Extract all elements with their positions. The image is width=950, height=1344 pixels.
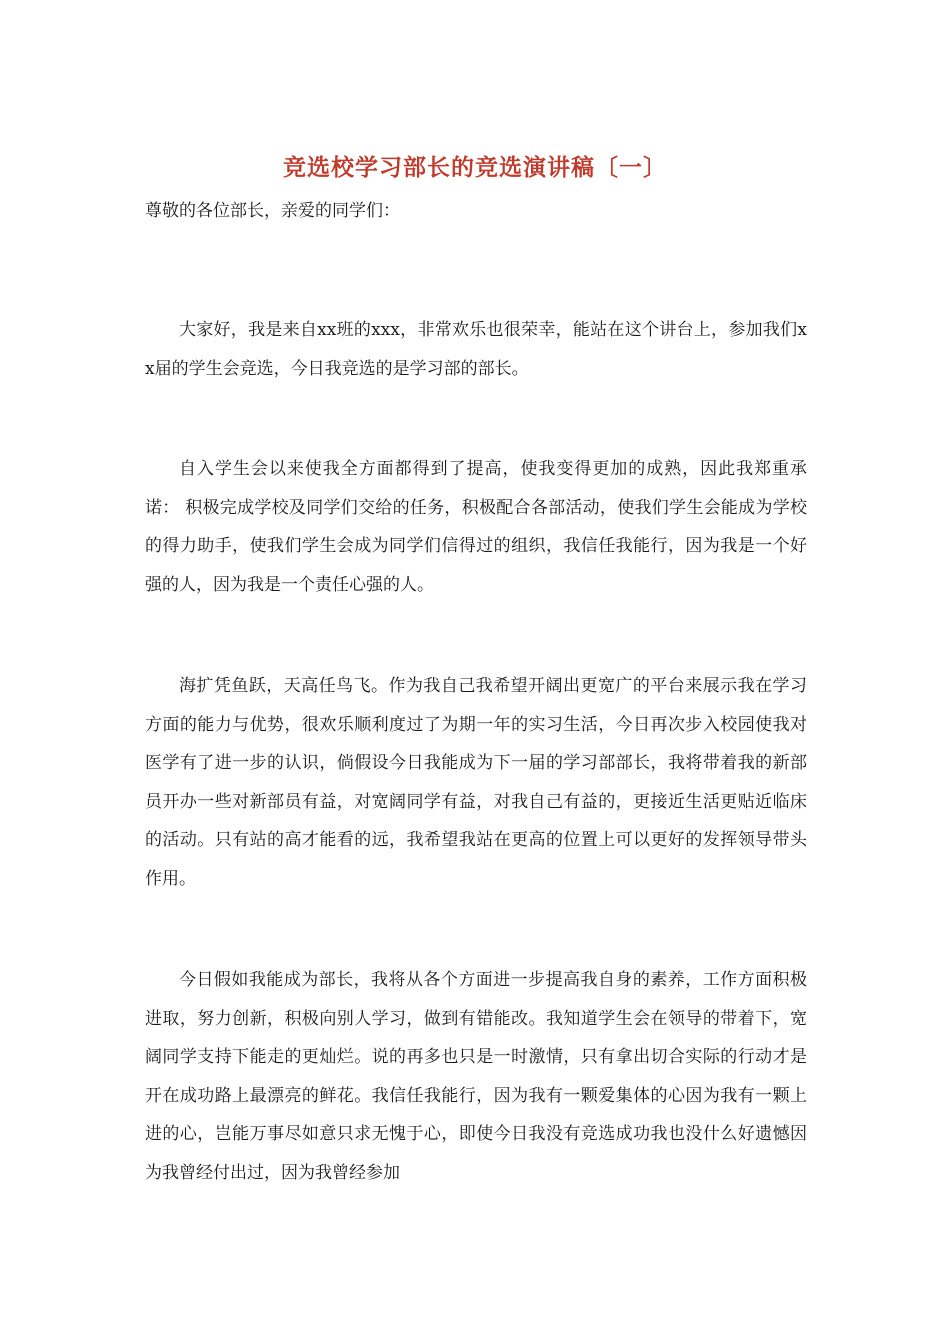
paragraph-3: 海扩凭鱼跃，天高任鸟飞。作为我自己我希望开阔出更宽广的平台来展示我在学习方面的能力与优势，很欢乐顺利度过了为期一年的实习生活，今日再次步入校园使我对医学有了进一步的认识，倘假设今日我能成为下一届的学习部部长，我将带着我的新部员开办一些对新部员有益，对宽阔同学有益，对我自己有益的，更接近生活更贴近临床的活动。只有站的高才能看的远，我希望我站在更高的位置上可以更好的发挥领导带头作用。 [145, 676, 807, 889]
paragraph-1: 大家好，我是来自xx班的xxx，非常欢乐也很荣幸，能站在这个讲台上，参加我们xx届的学生会竞选，今日我竞选的是学习部的部长。 [145, 320, 807, 379]
salutation: 尊敬的各位部长，亲爱的同学们： [145, 201, 400, 221]
paragraph-4: 今日假如我能成为部长，我将从各个方面进一步提高我自身的素养，工作方面积极进取，努力创新，积极向别人学习，做到有错能改。我知道学生会在领导的带着下，宽阔同学支持下能走的更灿烂。说的再多也只是一时激情，只有拿出切合实际的行动才是开在成功路上最漂亮的鲜花。我信任我能行，因为我有一颗爱集体的心因为我有一颗上进的心，岂能万事尽如意只求无愧于心，即使今日我没有竞选成功我也没什么好遗憾因为我曾经付出过，因为我曾经参加 [145, 970, 807, 1183]
paragraph-2: 自入学生会以来使我全方面都得到了提高，使我变得更加的成熟，因此我郑重承诺： 积极完成学校及同学们交给的任务，积极配合各部活动，使我们学生会能成为学校的得力助手，使我们学生会成为同学们信得过的组织，我信任我能行，因为我是一个好强的人，因为我是一个责任心强的人。 [145, 459, 807, 595]
document-title: 竞选校学习部长的竞选演讲稿〔一〕 [283, 154, 667, 181]
